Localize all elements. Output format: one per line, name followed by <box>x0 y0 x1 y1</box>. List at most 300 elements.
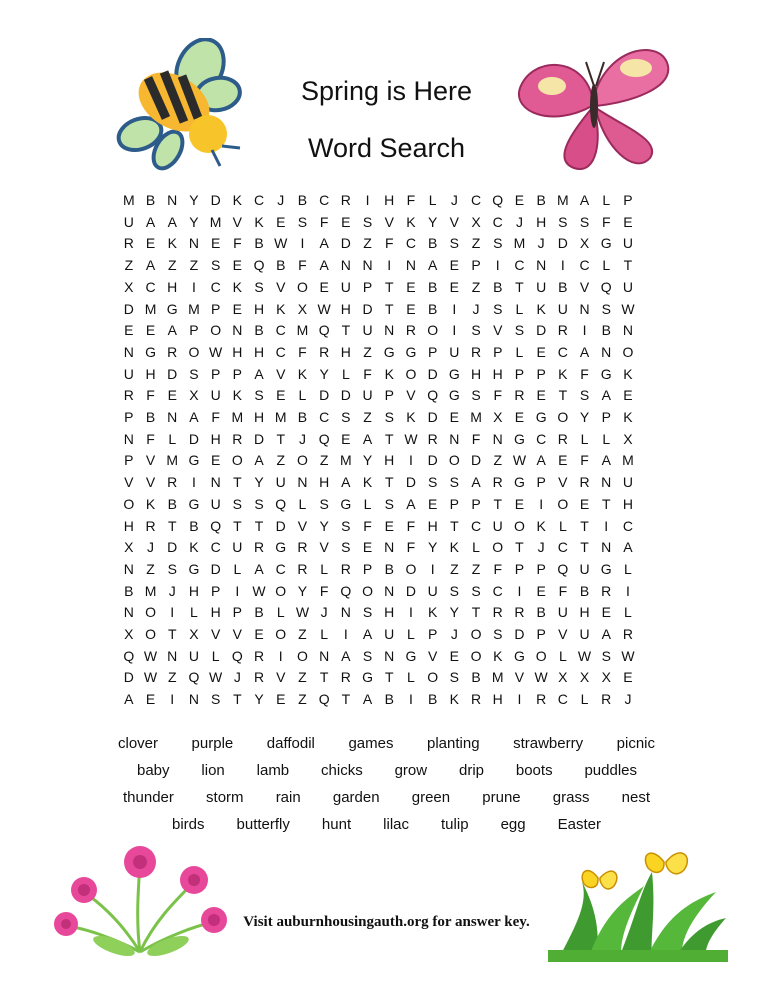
grid-letter: R <box>470 691 482 708</box>
grid-letter: U <box>622 235 633 252</box>
grid-letter: F <box>384 235 394 252</box>
grid-letter: S <box>449 474 460 491</box>
grid-letter: M <box>231 409 244 425</box>
grid-letter: S <box>449 669 460 686</box>
grid-letter: Q <box>318 691 330 708</box>
grid-letter: P <box>493 343 503 360</box>
grid-letter: B <box>297 409 308 425</box>
grid-letter: D <box>427 365 438 382</box>
grid-letter: H <box>145 365 156 382</box>
grid-letter: T <box>450 517 459 534</box>
grid-letter: I <box>452 300 457 317</box>
grid-letter: Z <box>363 235 372 252</box>
grid-letter: B <box>254 235 264 252</box>
grid-letter: L <box>515 343 524 360</box>
word-list-item: lamb <box>256 762 290 779</box>
grid-letter: Q <box>557 560 569 577</box>
grid-row <box>118 581 639 603</box>
grid-letter: U <box>449 343 460 360</box>
grid-letter: G <box>188 495 200 512</box>
grid-letter: R <box>557 430 568 447</box>
grid-letter: L <box>624 604 632 621</box>
grid-letter: L <box>276 604 285 621</box>
grid-letter: D <box>275 517 286 534</box>
grid-letter: W <box>621 300 635 317</box>
grid-letter: U <box>536 278 547 295</box>
grid-letter: L <box>624 560 632 577</box>
grid-letter: C <box>536 430 547 447</box>
grid-letter: P <box>384 387 394 404</box>
grid-letter: M <box>622 452 634 469</box>
grid-letter: A <box>362 626 373 642</box>
grid-letter: P <box>514 560 525 577</box>
grid-letter: N <box>384 582 395 599</box>
grid-letter: K <box>558 365 568 382</box>
grid-letter: P <box>536 626 546 642</box>
grid-letter: O <box>296 452 308 469</box>
grid-letter: A <box>341 647 351 664</box>
grid-letter: J <box>233 669 241 686</box>
bumblebee-icon <box>112 38 252 173</box>
grid-letter: S <box>189 365 199 382</box>
word-list-item: strawberry <box>513 735 584 752</box>
grid-letter: H <box>340 343 351 360</box>
grid-letter: R <box>557 322 568 339</box>
grid-letter: A <box>167 322 177 339</box>
grid-letter: S <box>319 495 329 512</box>
grid-letter: Z <box>298 669 307 686</box>
grid-letter: U <box>188 647 199 664</box>
word-list-item: butterfly <box>236 816 290 833</box>
grid-letter: Q <box>318 322 330 339</box>
grid-letter: Z <box>471 235 481 252</box>
grid-letter: G <box>535 409 547 425</box>
grid-letter: T <box>233 691 242 708</box>
grid-letter: W <box>295 604 310 621</box>
grid-letter: A <box>601 452 611 469</box>
grid-letter: I <box>539 495 544 512</box>
grid-letter: T <box>623 257 633 274</box>
word-list-row <box>0 786 773 813</box>
grid-letter: S <box>601 647 611 664</box>
grid-letter: I <box>191 474 196 491</box>
grid-letter: A <box>167 213 177 230</box>
grid-letter: L <box>168 430 177 447</box>
grid-letter: N <box>210 474 221 491</box>
word-list-item: boots <box>515 762 553 779</box>
grid-letter: E <box>536 387 546 404</box>
grid-letter: N <box>536 257 547 274</box>
grid-letter: V <box>276 365 286 382</box>
grid-letter: E <box>449 647 460 664</box>
grid-letter: Z <box>124 257 134 274</box>
grid-letter: I <box>170 604 175 621</box>
word-list-row <box>0 813 773 840</box>
grid-letter: C <box>145 278 156 295</box>
grid-row <box>118 494 639 516</box>
grid-letter: D <box>427 452 438 469</box>
grid-letter: B <box>427 235 438 252</box>
grid-letter: V <box>232 213 243 230</box>
grid-letter: T <box>384 474 394 491</box>
word-list-item: nest <box>621 789 650 806</box>
grid-letter: A <box>319 235 329 252</box>
grid-letter: R <box>123 235 134 252</box>
grid-letter: G <box>513 647 525 664</box>
word-list-item: garden <box>332 789 380 806</box>
grid-letter: R <box>340 560 351 577</box>
grid-letter: C <box>275 322 286 339</box>
word-list-item: purple <box>191 735 234 752</box>
grid-letter: E <box>167 387 177 404</box>
grid-row <box>118 255 639 277</box>
grid-letter: D <box>362 300 373 317</box>
grid-letter: S <box>471 582 481 599</box>
grid-letter: E <box>536 582 546 599</box>
grid-letter: E <box>449 409 460 425</box>
grid-letter: Z <box>167 669 177 686</box>
grid-letter: E <box>514 409 525 425</box>
grid-letter: T <box>471 604 481 621</box>
grid-letter: U <box>492 517 503 534</box>
grid-letter: C <box>470 192 482 208</box>
grid-letter: C <box>492 213 503 230</box>
grid-letter: C <box>210 539 221 556</box>
grid-letter: L <box>190 604 198 621</box>
grid-letter: S <box>514 322 525 339</box>
grid-letter: M <box>144 582 157 599</box>
grid-letter: C <box>470 517 482 534</box>
grid-letter: S <box>579 387 590 404</box>
grid-letter: E <box>341 213 351 230</box>
grid-letter: T <box>493 495 503 512</box>
grid-letter: E <box>276 213 286 230</box>
grid-letter: O <box>427 669 439 686</box>
grid-letter: F <box>298 257 307 274</box>
grid-letter: G <box>600 365 612 382</box>
grid-letter: Q <box>427 387 439 404</box>
grid-letter: E <box>145 691 156 708</box>
grid-letter: A <box>601 626 611 642</box>
grid-letter: P <box>189 322 199 339</box>
grid-letter: I <box>517 691 522 708</box>
grid-letter: G <box>166 300 178 317</box>
grid-letter: D <box>210 560 221 577</box>
grid-letter: M <box>296 322 309 339</box>
grid-letter: Z <box>298 691 307 708</box>
grid-letter: X <box>124 626 134 642</box>
grid-letter: D <box>514 626 525 642</box>
grid-letter: M <box>557 192 569 208</box>
grid-letter: X <box>558 669 568 686</box>
grid-letter: R <box>492 474 503 491</box>
grid-letter: J <box>298 430 306 447</box>
grid-letter: U <box>123 213 134 230</box>
grid-letter: D <box>253 430 265 447</box>
grid-letter: R <box>601 582 612 599</box>
grid-letter: G <box>600 235 612 252</box>
grid-letter: R <box>536 691 547 708</box>
grid-letter: A <box>579 343 590 360</box>
grid-letter: U <box>557 604 568 621</box>
grid-letter: L <box>602 257 611 274</box>
grid-letter: S <box>254 387 264 404</box>
grid-letter: S <box>362 647 373 664</box>
grid-letter: F <box>363 365 372 382</box>
grid-letter: C <box>492 582 503 599</box>
grid-letter: Q <box>492 192 504 208</box>
word-list-item: rain <box>275 789 301 806</box>
grid-letter: H <box>167 278 178 295</box>
grid-letter: M <box>123 192 135 208</box>
grid-letter: G <box>600 560 612 577</box>
grid-letter: I <box>278 647 283 664</box>
grid-letter: Z <box>471 278 481 295</box>
grid-letter: E <box>449 257 460 274</box>
grid-letter: B <box>145 192 156 208</box>
grid-letter: V <box>558 626 568 642</box>
grid-letter: T <box>515 278 524 295</box>
grid-letter: A <box>341 474 351 491</box>
grid-letter: Y <box>254 474 264 491</box>
word-list-item: tulip <box>441 816 469 833</box>
grid-letter: J <box>147 539 155 556</box>
grid-letter: E <box>341 430 351 447</box>
grid-letter: O <box>362 582 373 599</box>
grid-letter: L <box>341 365 350 382</box>
grid-letter: U <box>579 626 590 642</box>
grid-letter: Z <box>276 452 286 469</box>
grid-letter: Q <box>231 647 243 664</box>
word-list-item: lilac <box>383 816 409 833</box>
grid-letter: R <box>514 604 525 621</box>
grid-letter: V <box>493 322 503 339</box>
grid-letter: X <box>601 669 611 686</box>
word-list-item: egg <box>500 816 526 833</box>
word-list-item: planting <box>427 735 480 752</box>
grid-letter: B <box>384 560 394 577</box>
grid-letter: F <box>146 430 155 447</box>
grid-letter: I <box>430 560 435 577</box>
grid-letter: K <box>536 300 546 317</box>
grid-letter: V <box>145 474 156 491</box>
grid-letter: B <box>558 278 568 295</box>
grid-letter: C <box>557 343 568 360</box>
grid-letter: E <box>145 235 156 252</box>
grid-letter: J <box>450 626 458 642</box>
grid-letter: E <box>623 213 633 230</box>
grid-letter: K <box>362 474 373 491</box>
grid-letter: M <box>470 409 482 425</box>
grid-letter: Q <box>600 278 612 295</box>
grid-letter: N <box>188 235 199 252</box>
grid-letter: U <box>275 474 286 491</box>
grid-letter: F <box>146 387 155 404</box>
grid-letter: N <box>405 257 416 274</box>
word-list-item: baby <box>137 762 170 779</box>
grid-row <box>118 602 639 624</box>
grid-letter: K <box>232 192 243 208</box>
grid-letter: M <box>491 669 504 686</box>
grid-letter: H <box>384 192 395 208</box>
grid-letter: C <box>405 235 416 252</box>
grid-letter: U <box>362 322 373 339</box>
grid-letter: P <box>536 365 546 382</box>
grid-letter: E <box>558 452 568 469</box>
grid-letter: A <box>427 257 438 274</box>
grid-letter: H <box>384 452 395 469</box>
grid-letter: L <box>407 669 415 686</box>
grid-letter: D <box>340 387 351 404</box>
grid-letter: T <box>167 626 177 642</box>
grid-letter: E <box>384 517 394 534</box>
grid-letter: T <box>341 322 351 339</box>
grid-letter: E <box>623 387 633 404</box>
grid-letter: U <box>557 300 568 317</box>
grid-letter: B <box>601 322 611 339</box>
grid-letter: G <box>448 365 460 382</box>
grid-letter: L <box>428 192 437 208</box>
pink-butterfly-icon <box>512 36 672 174</box>
word-list-item: grow <box>394 762 428 779</box>
grid-letter: B <box>124 582 134 599</box>
grid-letter: R <box>167 343 178 360</box>
grid-letter: V <box>297 517 308 534</box>
grid-letter: G <box>362 669 373 686</box>
grid-letter: A <box>623 539 633 556</box>
word-list-item: Easter <box>557 816 601 833</box>
grid-letter: E <box>427 495 438 512</box>
grid-letter: X <box>189 626 199 642</box>
grid-letter: F <box>580 365 589 382</box>
grid-letter: Q <box>275 495 287 512</box>
grid-letter: A <box>536 452 546 469</box>
grid-letter: F <box>601 213 611 230</box>
grid-letter: Z <box>493 452 503 469</box>
grid-letter: S <box>210 257 221 274</box>
grid-letter: S <box>449 235 460 252</box>
grid-letter: P <box>623 192 633 208</box>
grid-letter: Q <box>188 669 200 686</box>
word-list-item: chicks <box>321 762 363 779</box>
grid-letter: O <box>145 604 156 621</box>
grid-letter: X <box>493 409 503 425</box>
grid-letter: R <box>514 387 525 404</box>
grid-letter: M <box>188 300 200 317</box>
grid-letter: F <box>406 192 416 208</box>
grid-letter: E <box>514 192 525 208</box>
grid-letter: S <box>558 213 568 230</box>
grid-letter: R <box>405 322 416 339</box>
grid-letter: C <box>210 278 221 295</box>
grid-letter: K <box>449 691 460 708</box>
grid-row <box>118 299 639 321</box>
grid-letter: O <box>296 647 308 664</box>
grid-letter: X <box>189 387 199 404</box>
grid-letter: Q <box>340 582 352 599</box>
grid-letter: V <box>210 626 221 642</box>
pink-flowers-icon <box>44 842 234 964</box>
grid-letter: L <box>580 430 589 447</box>
grid-letter: Q <box>123 647 135 664</box>
grid-row <box>118 646 639 668</box>
grid-letter: F <box>363 517 372 534</box>
grid-letter: L <box>580 691 589 708</box>
grid-letter: U <box>210 387 221 404</box>
grid-letter: I <box>517 582 522 599</box>
grid-letter: H <box>188 582 199 599</box>
word-list-item: lion <box>201 762 225 779</box>
grid-letter: P <box>536 474 546 491</box>
grid-letter: Z <box>450 560 459 577</box>
grid-letter: K <box>536 517 546 534</box>
grid-letter: U <box>622 474 633 491</box>
grid-letter: R <box>470 343 482 360</box>
grid-letter: P <box>471 495 481 512</box>
grid-letter: S <box>341 539 351 556</box>
grid-letter: W <box>252 582 266 599</box>
grid-letter: S <box>493 235 503 252</box>
grid-letter: E <box>579 495 590 512</box>
grid-letter: Z <box>167 257 177 274</box>
grid-letter: K <box>623 409 633 425</box>
grid-letter: A <box>406 495 416 512</box>
grid-letter: P <box>124 409 134 425</box>
grid-letter: D <box>167 365 178 382</box>
grid-letter: M <box>166 452 179 469</box>
grid-letter: S <box>341 517 351 534</box>
word-list-item: thunder <box>123 789 174 806</box>
grid-row <box>118 559 639 581</box>
grid-letter: S <box>167 560 177 577</box>
grid-letter: O <box>145 626 156 642</box>
grid-letter: A <box>471 474 481 491</box>
grid-letter: C <box>275 560 286 577</box>
grid-letter: Y <box>297 582 308 599</box>
grid-row <box>118 667 639 689</box>
grid-letter: F <box>211 409 220 425</box>
grid-letter: E <box>145 322 156 339</box>
grid-letter: P <box>427 626 438 642</box>
grid-letter: R <box>492 604 503 621</box>
grid-letter: G <box>513 430 525 447</box>
grid-letter: S <box>579 213 590 230</box>
grid-letter: K <box>167 235 177 252</box>
grid-letter: L <box>515 300 524 317</box>
grid-letter: T <box>384 278 394 295</box>
grid-letter: O <box>123 495 135 512</box>
grid-letter: H <box>579 604 590 621</box>
grid-letter: C <box>622 517 633 534</box>
grid-letter: X <box>124 539 134 556</box>
grid-letter: N <box>167 192 178 208</box>
grid-letter: L <box>602 430 611 447</box>
grid-letter: E <box>124 322 134 339</box>
grid-letter: N <box>340 604 351 621</box>
grid-letter: U <box>232 539 243 556</box>
grid-letter: T <box>167 517 177 534</box>
grid-letter: S <box>341 409 351 425</box>
grid-letter: S <box>362 213 373 230</box>
grid-letter: J <box>515 213 523 230</box>
grid-letter: P <box>124 452 134 469</box>
grid-letter: H <box>210 604 221 621</box>
grid-letter: A <box>189 409 199 425</box>
grid-letter: F <box>319 213 329 230</box>
grid-letter: E <box>406 278 416 295</box>
grid-letter: P <box>210 300 221 317</box>
grid-letter: U <box>123 365 134 382</box>
